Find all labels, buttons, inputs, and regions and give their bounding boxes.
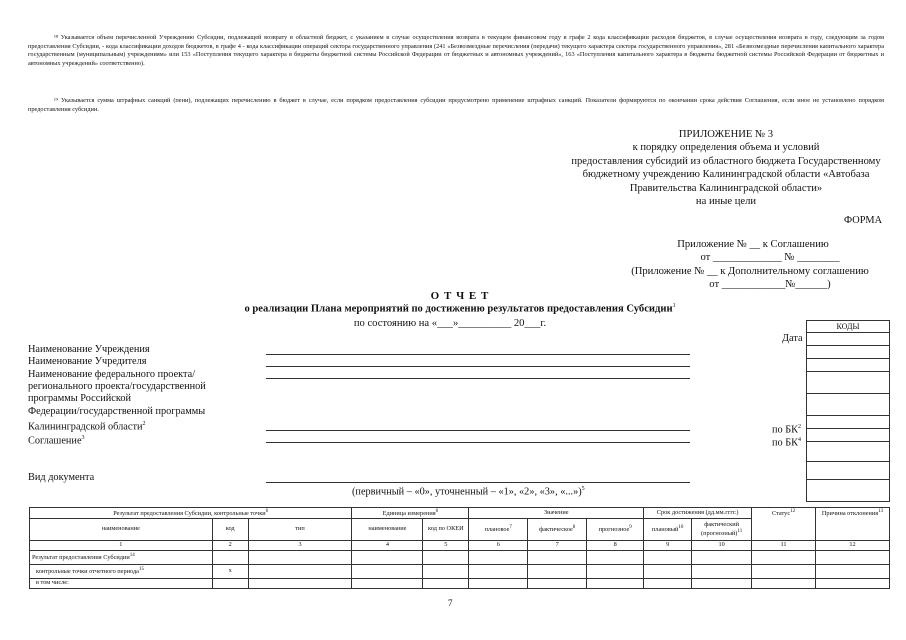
agreement-label-text: Соглашение [28, 435, 82, 447]
column-number: 9 [644, 540, 692, 550]
header-text: Результат предоставления Субсидии, контрольные точки [113, 510, 266, 518]
table-cell[interactable] [752, 550, 816, 564]
table-cell[interactable] [692, 564, 752, 578]
table-cell[interactable] [423, 550, 469, 564]
header-text: Единица измерения [382, 510, 436, 518]
footnote-ref: 6 [435, 509, 439, 514]
table-cell[interactable] [352, 564, 423, 578]
table-cell[interactable] [469, 564, 528, 578]
appendix-line: на иные цели [695, 196, 757, 208]
bk-label-text: по БК [772, 424, 799, 436]
doc-type-note-text: (первичный – «0», уточненный – «1», «2», «3», «...») [352, 486, 582, 498]
table-cell[interactable] [248, 564, 352, 578]
table-cell[interactable] [528, 564, 587, 578]
row-code-cell[interactable]: x [212, 564, 248, 578]
institution-label: Наименование Учреждения [28, 344, 150, 355]
table-cell[interactable] [692, 550, 752, 564]
column-number: 10 [692, 540, 752, 550]
footnote-ref: 3 [81, 435, 85, 441]
footnote-ref: 15 [138, 567, 144, 573]
footnote-ref: 7 [509, 525, 512, 531]
footnote-ref: 13 [878, 509, 884, 514]
table-cell[interactable] [528, 550, 587, 564]
agreement-ref-line: Приложение № __ к Соглашению [677, 239, 829, 250]
codes-box [806, 320, 890, 502]
column-number: 5 [423, 540, 469, 550]
header-unit [352, 508, 469, 519]
footnote-ref: 2 [798, 424, 802, 430]
row-name-cell [30, 550, 213, 564]
column-number: 8 [587, 540, 644, 550]
code-cell-bk4[interactable] [807, 429, 889, 442]
subheader-text: наименование [368, 525, 407, 533]
agreement-input-line[interactable] [266, 442, 690, 443]
code-cell[interactable] [807, 462, 889, 480]
subheader-text: фактическое [539, 526, 573, 534]
subheader-text: фактический (прогнозный) [700, 520, 739, 538]
subheader-text: плановое [484, 526, 510, 534]
subheader-cell [644, 518, 692, 540]
column-number: 3 [248, 540, 352, 550]
table-cell[interactable] [469, 578, 528, 588]
table-cell[interactable] [352, 550, 423, 564]
founder-input-line[interactable] [266, 366, 690, 367]
footnote-ref: 4 [798, 437, 802, 443]
footnote-18: ¹⁸ Указывается объем перечисленной Учреждению Субсидии, подлежащей возврату в областной бюджет, с указанием в случае осуществления возврата в текущем финансовом году в графе 2 кода классификации расходов бюджетов, в случае осуществления возврата в году, следующим за годом предоставления Субсидии, - кода классификации доходов бюджетов, в графе 4 - кода классификации операций сектора государственного управления (241 «Безвозмездные перечисления (передачи) текущего характера сектора государственного управления», 281 «Безвозмездные перечисления капитального характера государственным (муниципальным) учреждениям» или 153 «Поступления текущего характера в бюджеты бюджетной системы Российской Федерации от бюджетных и автономных учреждений», 163 «Поступления капитального характера в бюджеты бюджетной системы Российской Федерации от бюджетных и автономных учреждений» соответственно). [28, 34, 884, 67]
row-name: Результат предоставления Субсидии [32, 554, 130, 562]
subheader-text: плановый [651, 526, 679, 534]
table-cell[interactable] [352, 578, 423, 588]
subheader-cell [248, 518, 352, 540]
header-result [30, 508, 352, 519]
founder-label: Наименование Учредителя [28, 356, 147, 367]
footnote-ref: 14 [129, 553, 135, 559]
column-number: 12 [816, 540, 890, 550]
project-label-line: программы Российской [28, 393, 132, 405]
table-row [30, 578, 890, 588]
report-subtitle-text: о реализации Плана мероприятий по достижению результатов предоставления Субсидии [244, 303, 673, 315]
subheader-cell [587, 518, 644, 540]
project-label-line: Наименование федерального проекта/ [28, 369, 196, 380]
subheader-text: наименование [101, 525, 140, 533]
table-cell[interactable] [469, 550, 528, 564]
table-column-numbers-row [30, 540, 890, 550]
footnote-ref: 8 [572, 525, 576, 531]
row-name-cell [30, 564, 213, 578]
project-label [28, 369, 268, 433]
header-text: Статус [771, 510, 791, 518]
code-cell[interactable] [807, 359, 889, 372]
code-cell[interactable] [807, 394, 889, 416]
table-cell[interactable] [423, 578, 469, 588]
date-label: Дата [782, 333, 803, 344]
results-table [29, 507, 890, 589]
table-cell[interactable] [587, 564, 644, 578]
forma-label: ФОРМА [844, 215, 883, 226]
appendix-line: Правительства Калининградской области» [629, 182, 823, 194]
row-code-cell[interactable] [212, 550, 248, 564]
column-number: 2 [212, 540, 248, 550]
agreement-ref-line: от _____________ № ________ [700, 252, 840, 264]
column-number: 1 [30, 540, 213, 550]
table-cell[interactable] [644, 550, 692, 564]
project-label-line: Федерации/государственной программы [28, 405, 206, 417]
row-name: в том числе: [36, 579, 69, 587]
table-row [30, 564, 890, 578]
subheader-cell [352, 518, 423, 540]
footnote-ref: 5 [581, 486, 585, 492]
subheader-text: прогнозное [598, 526, 630, 534]
subheader-cell [692, 518, 752, 540]
project-label-text: Калининградской области [28, 421, 143, 433]
table-cell[interactable] [816, 564, 890, 578]
header-reason [816, 508, 890, 541]
appendix-header [560, 128, 892, 208]
column-number: 7 [528, 540, 587, 550]
table-cell[interactable] [816, 578, 890, 588]
institution-input-line[interactable] [266, 354, 690, 355]
subheader-text: тип [295, 525, 305, 533]
table-header-row [30, 508, 890, 519]
appendix-title: ПРИЛОЖЕНИЕ № 3 [678, 129, 774, 140]
column-number: 4 [352, 540, 423, 550]
table-cell[interactable] [587, 578, 644, 588]
footnote-ref: 9 [629, 525, 632, 531]
report-date-line: по состоянию на «___»__________ 20___г. [353, 318, 547, 329]
table-cell[interactable] [644, 564, 692, 578]
column-number: 11 [752, 540, 816, 550]
bk4-label [772, 434, 801, 450]
header-text: Причина отклонения [821, 510, 879, 518]
footnote-ref: 10 [678, 525, 684, 531]
table-cell[interactable] [423, 564, 469, 578]
code-cell[interactable] [807, 442, 889, 462]
bk-label-text: по БК [772, 437, 799, 449]
footnote-ref: 6 [265, 509, 269, 514]
project-input-line-2[interactable] [266, 430, 690, 431]
report-subtitle [170, 303, 750, 315]
row-name-cell [30, 578, 213, 588]
subheader-cell [469, 518, 528, 540]
page-number: 7 [448, 598, 453, 608]
subheader-cell [212, 518, 248, 540]
agreement-reference [600, 238, 900, 292]
subheader-cell [528, 518, 587, 540]
code-cell[interactable] [807, 346, 889, 359]
project-input-line[interactable] [266, 378, 690, 379]
subheader-text: код по ОКЕИ [427, 525, 464, 533]
footnote-ref: 1 [672, 303, 676, 309]
appendix-line: предоставления субсидий из областного бюджета Государственному [571, 155, 881, 167]
table-cell[interactable] [248, 550, 352, 564]
subheader-cell [423, 518, 469, 540]
row-code-cell[interactable] [212, 578, 248, 588]
code-cell-doc-type[interactable] [807, 480, 889, 499]
report-title: О Т Ч Е Т [430, 290, 490, 302]
doc-type-label: Вид документа [28, 472, 95, 483]
appendix-line: бюджетному учреждению Калининградской области «Автобаза [582, 169, 870, 181]
appendix-line: к порядку определения объема и условий [632, 142, 820, 154]
agreement-ref-line: от ____________№______) [709, 279, 831, 291]
table-cell[interactable] [752, 564, 816, 578]
table-cell[interactable] [692, 578, 752, 588]
agreement-ref-line: (Приложение № __ к Дополнительному соглашению [631, 265, 869, 277]
header-value: Значение [469, 508, 644, 519]
subheader-text: код [225, 525, 235, 533]
table-cell[interactable] [248, 578, 352, 588]
table-cell[interactable] [528, 578, 587, 588]
table-cell[interactable] [644, 578, 692, 588]
agreement-label [28, 432, 85, 448]
column-number: 6 [469, 540, 528, 550]
table-cell[interactable] [816, 550, 890, 564]
table-row [30, 550, 890, 564]
code-cell-bk2[interactable] [807, 416, 889, 429]
footnote-ref: 11 [737, 529, 743, 535]
table-cell[interactable] [587, 550, 644, 564]
footnote-ref: 2 [142, 420, 146, 427]
row-name: контрольные точки отчетного периода [36, 568, 139, 576]
project-label-line: регионального проекта/государственной [28, 381, 206, 393]
codes-header: КОДЫ [807, 321, 889, 333]
subheader-cell [30, 518, 213, 540]
table-cell[interactable] [752, 578, 816, 588]
code-cell-date[interactable] [807, 333, 889, 346]
doc-type-note [352, 483, 585, 499]
header-term: Срок достижения (дд.мм.гггг.) [644, 508, 752, 519]
header-status [752, 508, 816, 541]
footnote-ref: 12 [790, 509, 796, 514]
footnote-19: ¹⁹ Указывается сумма штрафных санкций (пени), подлежащих перечислению в бюджет в случае, если порядком предоставления субсидии предусмотрено применение штрафных санкций. Показатели формируются по окончании срока действия Соглашения, если иное не установлено порядком предоставления субсидии. [28, 97, 884, 113]
code-cell[interactable] [807, 372, 889, 394]
